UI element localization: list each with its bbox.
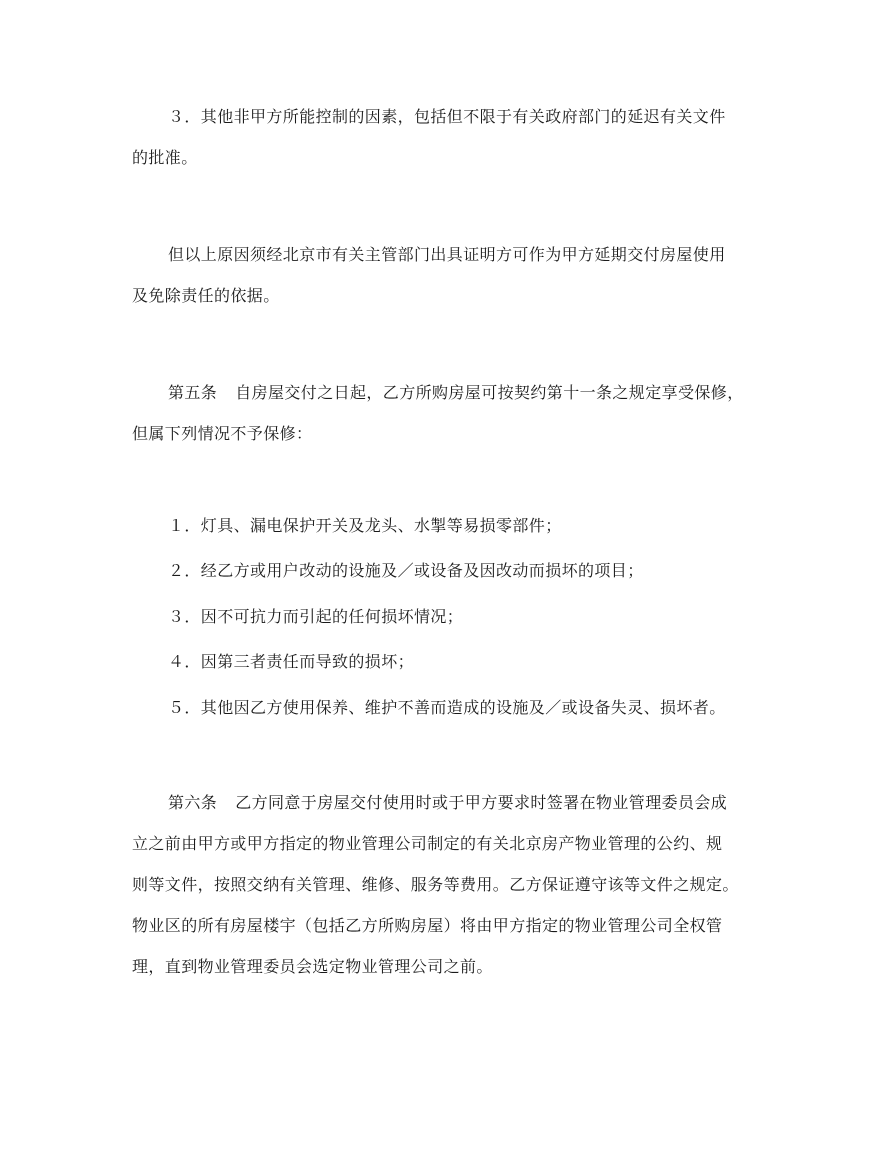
paragraph-line	[132, 372, 777, 413]
list-item: ２．经乙方或用户改动的设施及／或设备及因改动而损坏的项目；	[168, 561, 644, 580]
paragraph-proof-requirement	[132, 234, 777, 316]
list-item: １．灯具、漏电保护开关及龙头、水掣等易损零部件；	[168, 516, 562, 535]
paragraph-line: 物业区的所有房屋楼宇（包括乙方所购房屋）将由甲方指定的物业管理公司全权管	[132, 916, 723, 935]
list-item: ４．因第三者责任而导致的损坏；	[168, 652, 415, 671]
paragraph-line: 的批准。	[132, 148, 198, 167]
article-text: 自房屋交付之日起，乙方所购房屋可按契约第十一条之规定享受保修，	[235, 383, 744, 402]
paragraph-line: ３．其他非甲方所能控制的因素，包括但不限于有关政府部门的延迟有关文件	[168, 107, 726, 126]
article-five	[132, 372, 777, 454]
paragraph-line: 理，直到物业管理委员会选定物业管理公司之前。	[132, 957, 493, 976]
article-six	[132, 782, 777, 987]
list-item: ５．其他因乙方使用保养、维护不善而造成的设施及／或设备失灵、损坏者。	[168, 698, 726, 717]
paragraph-line: 但以上原因须经北京市有关主管部门出具证明方可作为甲方延期交付房屋使用	[168, 245, 726, 264]
paragraph-line: 立之前由甲方或甲方指定的物业管理公司制定的有关北京房产物业管理的公约、规	[132, 834, 723, 853]
article-heading: 第五条	[168, 383, 218, 402]
article-text: 乙方同意于房屋交付使用时或于甲方要求时签署在物业管理委员会成	[235, 793, 728, 812]
article-heading: 第六条	[168, 793, 218, 812]
paragraph-line: 则等文件，按照交纳有关管理、维修、服务等费用。乙方保证遵守该等文件之规定。	[132, 875, 739, 894]
list-item: ３．因不可抗力而引起的任何损坏情况；	[168, 607, 464, 626]
paragraph-line	[132, 782, 777, 823]
paragraph-other-factors	[132, 96, 777, 178]
paragraph-line: 及免除责任的依据。	[132, 286, 280, 305]
paragraph-line: 但属下列情况不予保修：	[132, 424, 313, 443]
